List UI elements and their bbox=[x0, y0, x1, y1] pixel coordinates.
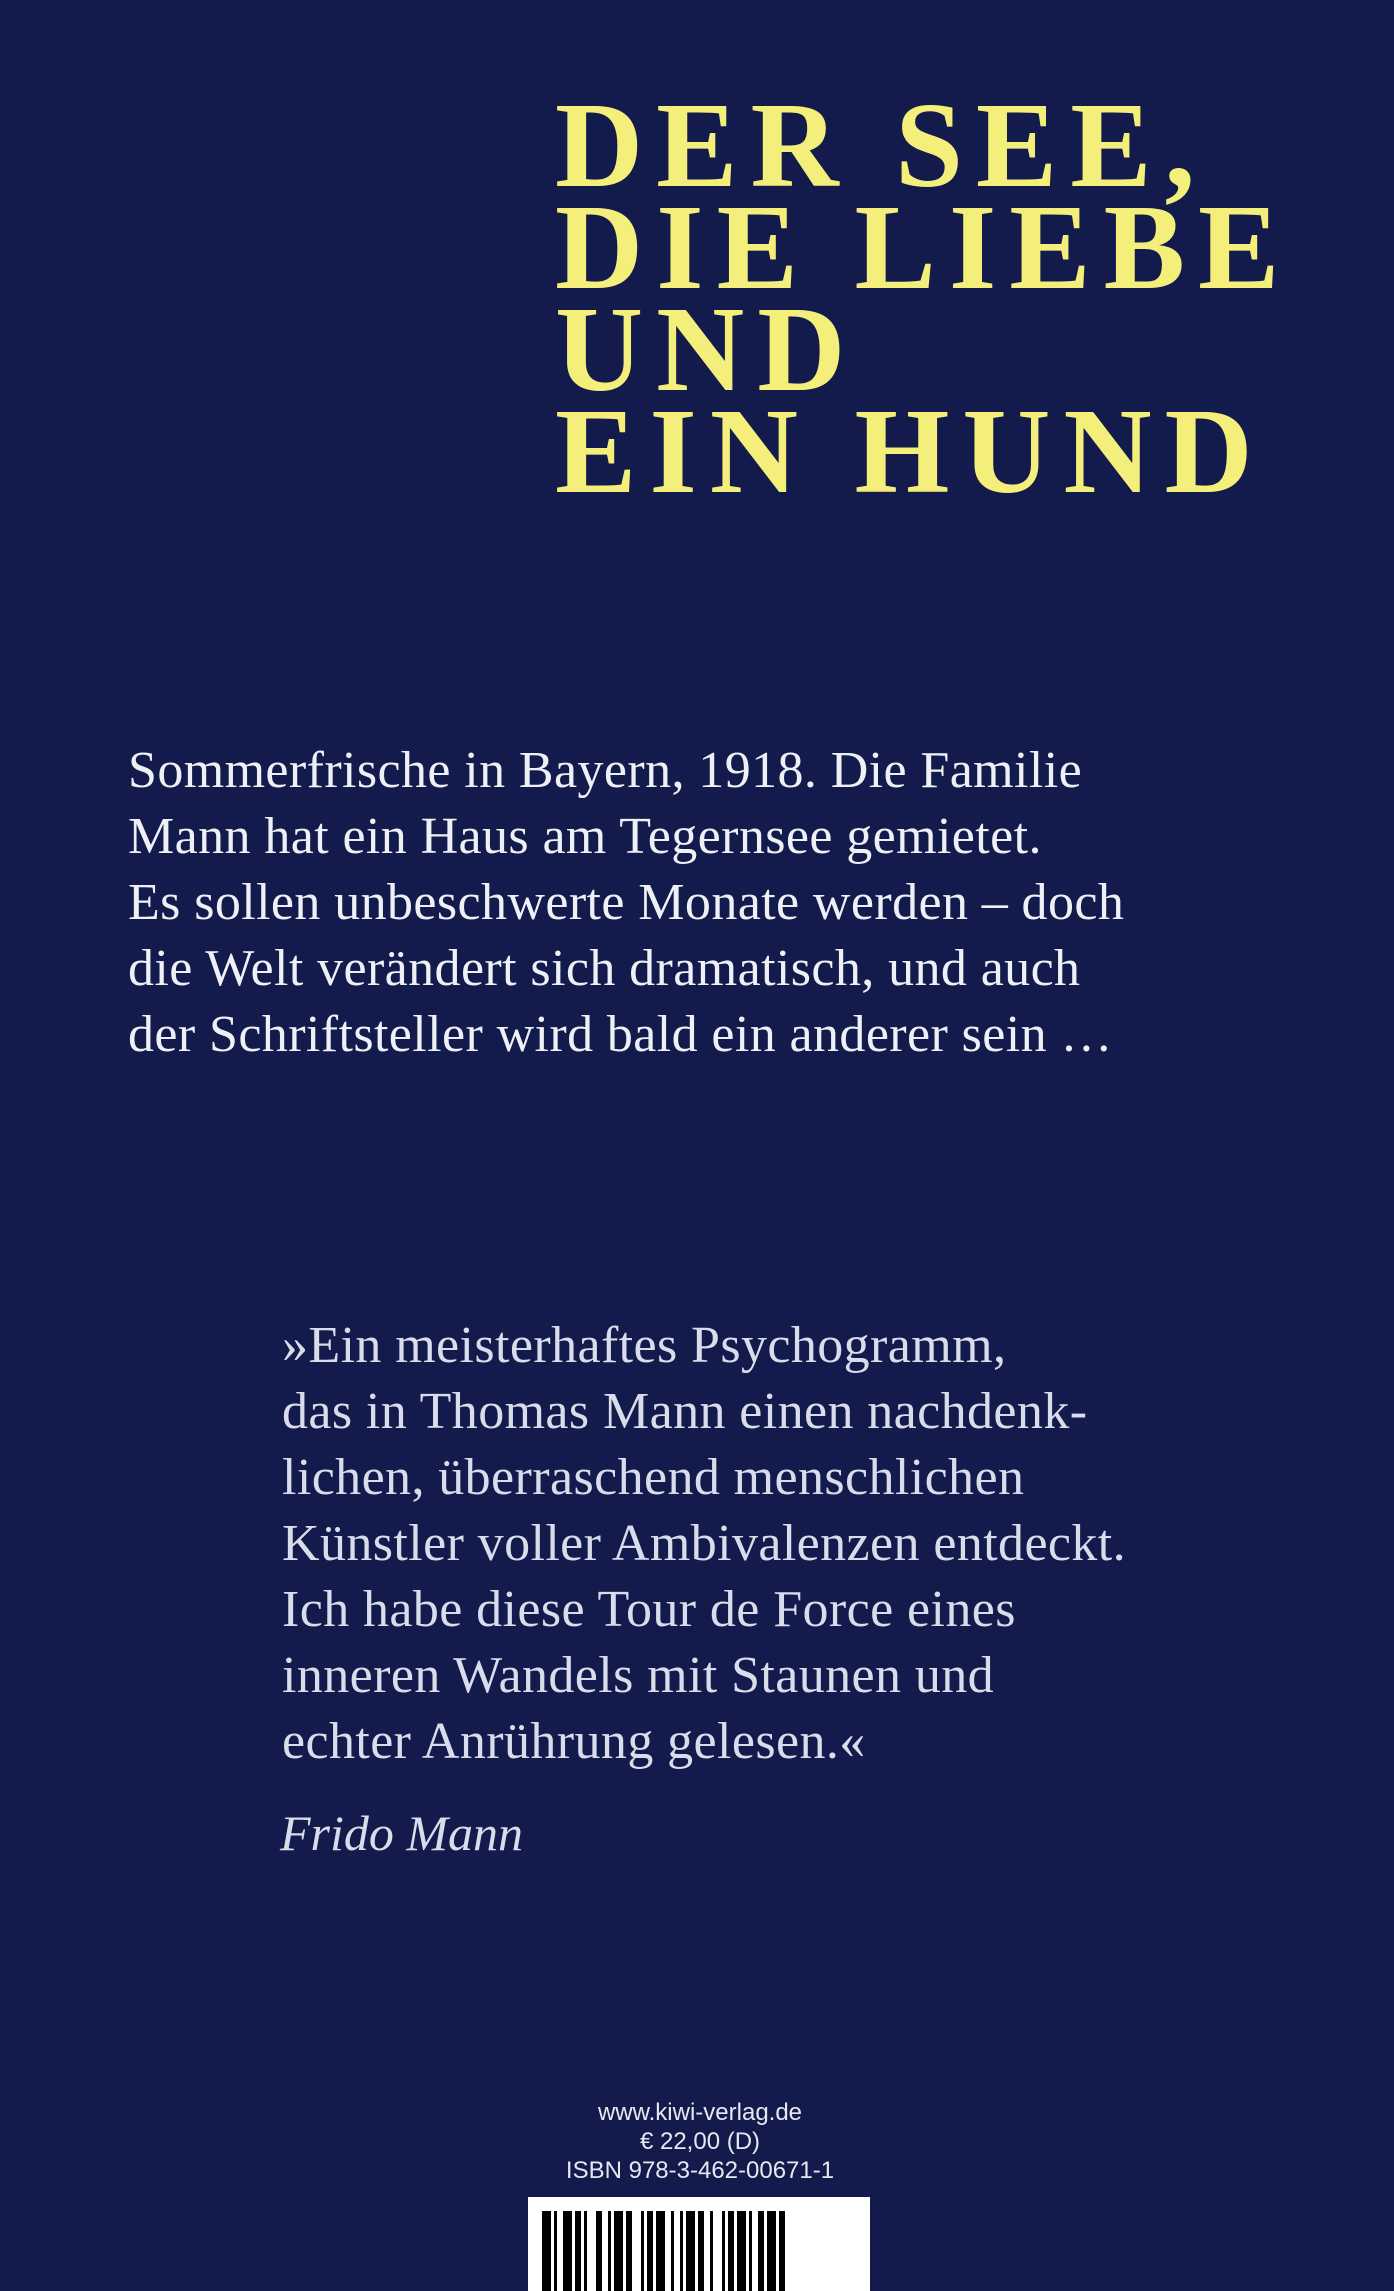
blurb-line: die Welt verändert sich dramatisch, und auch bbox=[128, 940, 1081, 997]
barcode-bar bbox=[767, 2211, 776, 2291]
barcode-bar bbox=[608, 2211, 611, 2291]
barcode-bar bbox=[758, 2211, 764, 2291]
barcode-bars bbox=[542, 2211, 856, 2291]
title-line-1: DER SEE, bbox=[555, 78, 1209, 213]
blurb-line: Sommerfrische in Bayern, 1918. Die Familie bbox=[128, 742, 1083, 799]
barcode-bar bbox=[710, 2211, 713, 2291]
imprint bbox=[520, 2098, 880, 2185]
quote-line: Künstler voller Ambivalenzen entdeckt. bbox=[282, 1515, 1127, 1572]
barcode-icon bbox=[528, 2197, 870, 2291]
quote-line: inneren Wandels mit Staunen und bbox=[282, 1647, 995, 1704]
quote-line: lichen, überraschend menschlichen bbox=[282, 1449, 1025, 1506]
barcode-bar bbox=[614, 2211, 623, 2291]
barcode-bar bbox=[596, 2211, 602, 2291]
publisher-website: www.kiwi-verlag.de bbox=[597, 2099, 803, 2126]
blurb-line: Mann hat ein Haus am Tegernsee gemietet. bbox=[128, 808, 1042, 865]
quote-attribution: Frido Mann bbox=[280, 1805, 524, 1861]
blurb-text bbox=[128, 738, 1258, 1068]
title-line-4: EIN HUND bbox=[555, 384, 1266, 519]
blurb-line: der Schriftsteller wird bald ein anderer sein … bbox=[128, 1006, 1113, 1063]
barcode-bar bbox=[779, 2211, 785, 2291]
title-line-3: UND bbox=[555, 282, 859, 417]
title-line-2: DIE LIEBE bbox=[555, 180, 1293, 315]
barcode-bar bbox=[671, 2211, 674, 2291]
barcode-bar bbox=[749, 2211, 752, 2291]
book-title bbox=[555, 78, 1293, 519]
barcode-bar bbox=[656, 2211, 665, 2291]
barcode-bar bbox=[686, 2211, 695, 2291]
quote-line: echter Anrührung gelesen.« bbox=[282, 1713, 866, 1770]
quote-line: Ich habe diese Tour de Force eines bbox=[282, 1581, 1016, 1638]
quote-line: das in Thomas Mann einen nachdenk- bbox=[282, 1383, 1088, 1440]
price: € 22,00 (D) bbox=[639, 2128, 761, 2155]
barcode-bar bbox=[722, 2211, 725, 2291]
quote-line: »Ein meisterhaftes Psychogramm, bbox=[282, 1317, 1007, 1374]
barcode-bar bbox=[542, 2211, 551, 2291]
barcode-bar bbox=[680, 2211, 683, 2291]
barcode-bar bbox=[698, 2211, 704, 2291]
barcode-bar bbox=[554, 2211, 557, 2291]
barcode-bar bbox=[737, 2211, 746, 2291]
barcode-bar bbox=[641, 2211, 644, 2291]
barcode-bar bbox=[575, 2211, 581, 2291]
isbn: ISBN 978-3-462-00671-1 bbox=[565, 2157, 835, 2184]
barcode-bar bbox=[728, 2211, 734, 2291]
barcode-bar bbox=[584, 2211, 587, 2291]
barcode-bar bbox=[626, 2211, 632, 2291]
review-quote bbox=[282, 1313, 1282, 1775]
blurb-line: Es sollen unbeschwerte Monate werden – doch bbox=[128, 874, 1125, 931]
barcode-bar bbox=[563, 2211, 572, 2291]
barcode-bar bbox=[647, 2211, 653, 2291]
